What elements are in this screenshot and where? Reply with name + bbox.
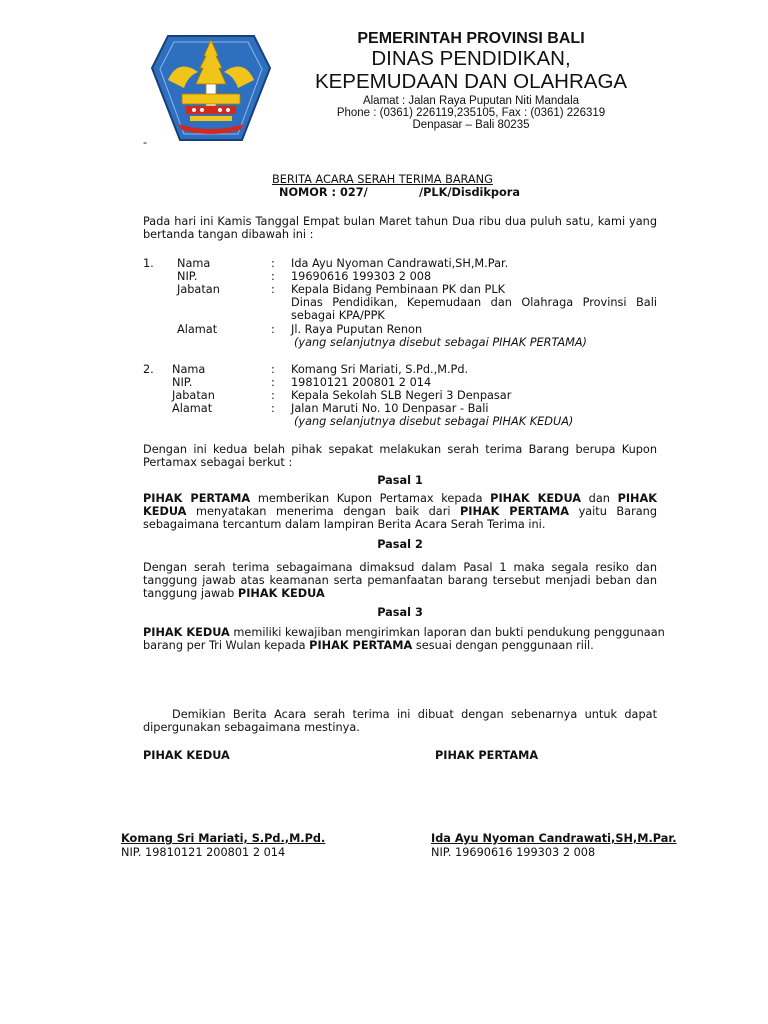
party1-name: Ida Ayu Nyoman Candrawati,SH,M.Par. [291,257,509,270]
party1-address-colon: : [271,323,275,336]
article1-line2 [143,505,657,518]
party1-nip-label: NIP. [177,270,198,283]
party2-designation-note: (yang selanjutnya disebut sebagai PIHAK KEDUA) [294,415,574,428]
party2-ref: KEDUA [143,505,187,518]
party2-address: Jalan Maruti No. 10 Denpasar - Bali [291,402,489,415]
article1-text: memberikan Kupon Pertamax kepada [250,492,491,505]
party1-address-label: Alamat [177,323,218,336]
party1-nip: 19690616 199303 2 008 [291,270,432,283]
document-number-suffix: /PLK/Disdikpora [419,186,520,199]
party2-number: 2. [143,363,154,376]
document-title: BERITA ACARA SERAH TERIMA BARANG [272,173,493,186]
party2-position-colon: : [271,389,275,402]
party1-nip-colon: : [271,270,275,283]
agreement-line2: Pertamax sebagai berkut : [143,456,293,469]
article1-heading: Pasal 1 [377,474,423,487]
party2-position: Kepala Sekolah SLB Negeri 3 Denpasar [291,389,512,402]
party1-position-colon: : [271,283,275,296]
party2-name-colon: : [271,363,275,376]
party2-ref: PIHAK KEDUA [143,626,230,639]
left-signatory-role: PIHAK KEDUA [143,749,230,762]
article2-heading: Pasal 2 [377,538,423,551]
article3-heading: Pasal 3 [377,606,423,619]
article1-line3: sebagaimana tercantum dalam lampiran Berita Acara Serah Terima ini. [143,518,546,531]
party1-ref: PIHAK PERTAMA [143,492,251,505]
party2-nip: 19810121 200801 2 014 [291,376,432,389]
closing-line1: Demikian Berita Acara serah terima ini dibuat dengan sebenarnya untuk dapat [172,708,657,721]
right-signatory-role: PIHAK PERTAMA [435,749,539,762]
party2-nip-label: NIP. [172,376,193,389]
party1-name-colon: : [271,257,275,270]
address-line1: Alamat : Jalan Raya Puputan Niti Mandala [362,95,580,107]
party2-name-label: Nama [172,363,206,376]
party1-number: 1. [143,257,154,270]
party2-name: Komang Sri Mariati, S.Pd.,M.Pd. [291,363,469,376]
department-name-line1: DINAS PENDIDIKAN, [371,47,571,70]
intro-line2: bertanda tangan dibawah ini : [143,228,314,241]
party1-ref: PIHAK PERTAMA [460,505,570,518]
left-signatory-nip: NIP. 19810121 200801 2 014 [121,846,286,859]
party1-position-label: Jabatan [177,283,220,296]
department-name-line2: KEPEMUDAAN DAN OLAHRAGA [314,70,628,93]
article3-text: memiliki kewajiban mengirimkan laporan dan bukti pendukung penggunaan [229,626,665,639]
intro-line1: Pada hari ini Kamis Tanggal Empat bulan Maret tahun Dua ribu dua puluh satu, kami yang [143,215,657,228]
party1-position-line2: Dinas Pendidikan, Kepemudaan dan Olahraga Provinsi Bali [291,296,657,309]
left-signatory-name: Komang Sri Mariati, S.Pd.,M.Pd. [121,832,326,845]
article3-text: barang per Tri Wulan kepada [143,639,310,652]
party2-ref: PIHAK KEDUA [237,587,325,600]
article3-line2 [143,639,594,652]
government-name: PEMERINTAH PROVINSI BALI [357,30,585,47]
party2-position-label: Jabatan [172,389,215,402]
article1-text: menyatakan menerima dengan baik dari [186,505,460,518]
party2-nip-colon: : [271,376,275,389]
article3-text: sesuai dengan penggunaan riil. [412,639,594,652]
agreement-line1: Dengan ini kedua belah pihak sepakat melakukan serah terima Barang berupa Kupon [143,443,657,456]
party2-address-colon: : [271,402,275,415]
article2-line1: Dengan serah terima sebagaimana dimaksud dalam Pasal 1 maka segala resiko dan [143,561,657,574]
party1-position-line3: sebagai KPA/PPK [291,309,385,322]
party1-name-label: Nama [177,257,211,270]
party2-ref: PIHAK KEDUA [490,492,582,505]
right-signatory-nip: NIP. 19690616 199303 2 008 [431,846,596,859]
address-line3: Denpasar – Bali 80235 [412,119,530,131]
closing-line2: dipergunakan sebagaimana mestinya. [143,721,360,734]
party2-address-label: Alamat [172,402,213,415]
dash-mark: - [143,136,148,149]
party1-position-line1: Kepala Bidang Pembinaan PK dan PLK [291,283,506,296]
document-number-label: NOMOR : 027/ [279,186,368,199]
party1-address: Jl. Raya Puputan Renon [291,323,423,336]
party1-designation-note: (yang selanjutnya disebut sebagai PIHAK PERTAMA) [294,336,587,349]
article1-text: yaitu Barang [569,505,657,518]
address-line2: Phone : (0361) 226119,235105, Fax : (0361) 226319 [336,107,606,119]
article2-line3 [143,587,325,600]
article2-text: tanggung jawab [143,587,238,600]
party1-ref: PIHAK PERTAMA [309,639,413,652]
party-ref: PIHAK [617,492,657,505]
article3-line1 [143,626,665,639]
article2-line2: tanggung jawab atas keamanan serta pemanfaatan barang tersebut menjadi beban dan [143,574,657,587]
article1-text: dan [581,492,618,505]
article1-line1 [143,492,657,505]
right-signatory-name: Ida Ayu Nyoman Candrawati,SH,M.Par. [431,832,677,845]
bali-province-emblem [148,28,274,146]
